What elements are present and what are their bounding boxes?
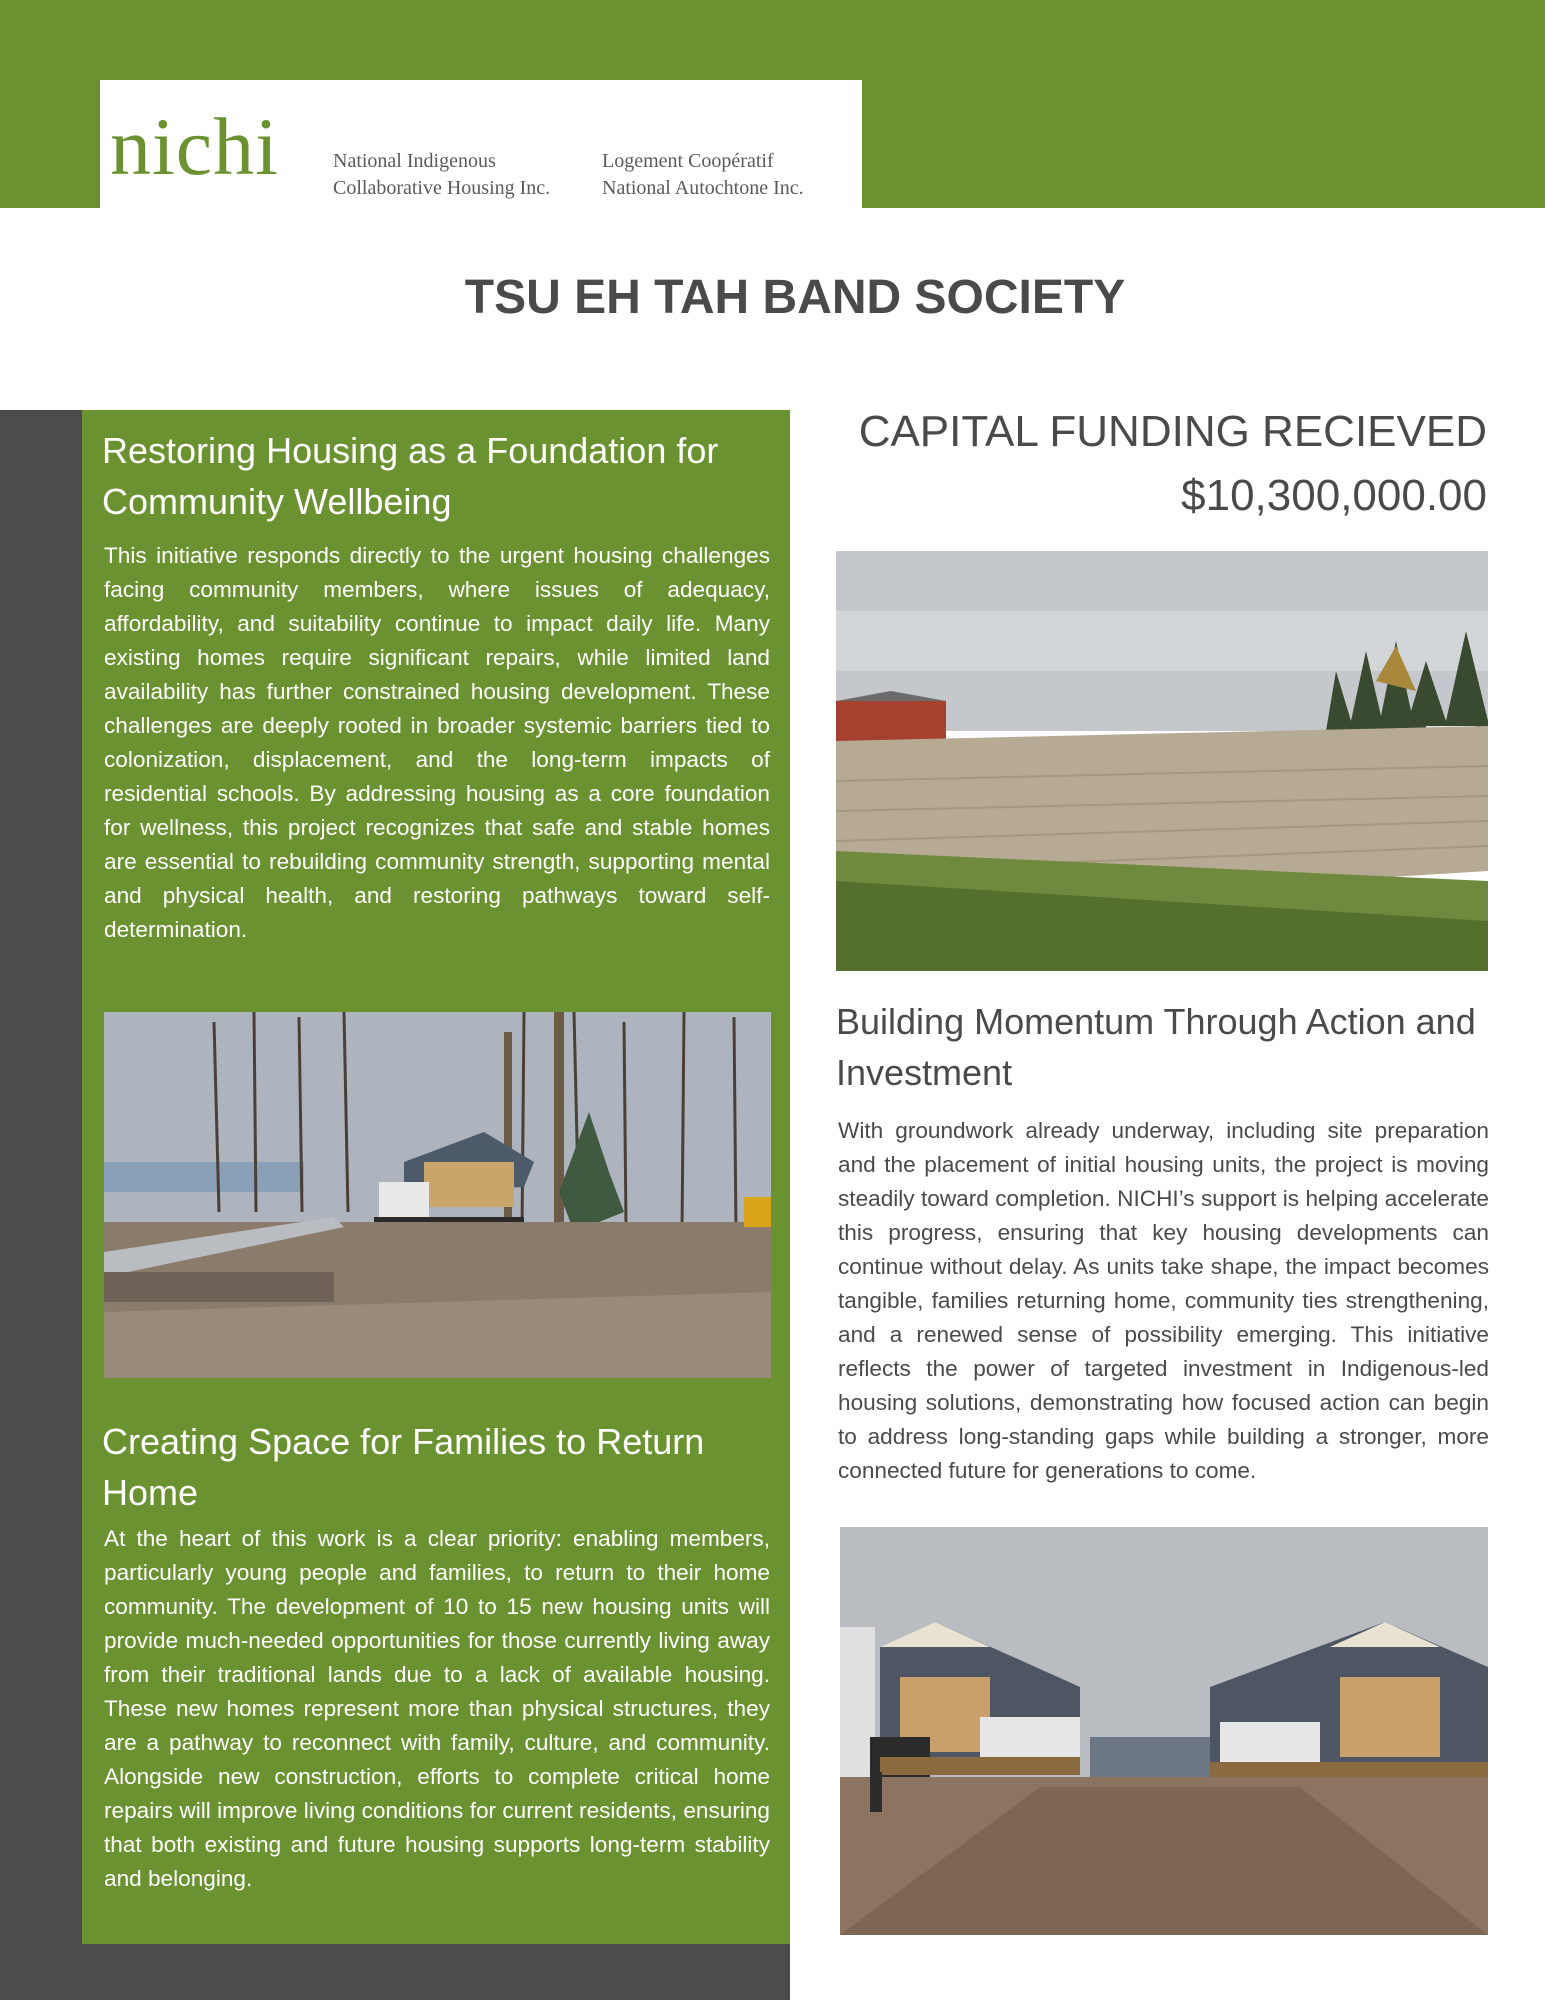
org-name-fr-line1: Logement Coopératif xyxy=(602,150,774,172)
org-name-en-line2: Collaborative Housing Inc. xyxy=(333,177,551,199)
photo-cleared-site xyxy=(836,551,1488,971)
org-name-fr-line2: National Autochtone Inc. xyxy=(602,177,804,199)
section3-body: With groundwork already underway, including site preparation and the placement of initial housing units, the project is moving steadily toward completion. NICHI’s support is helping accelerate this progress, ensuring that key housing developments can continue without delay. As units take shape, the impact becomes tangible, families returning home, community ties strengthening, and a renewed sense of possibility emerging. This initiative reflects the power of targeted investment in Indigenous-led housing solutions, demonstrating how focused action can begin to address long-standing gaps while building a stronger, more connected future for generations to come. xyxy=(838,1118,1489,1483)
page-title: TSU EH TAH BAND SOCIETY xyxy=(464,271,1126,324)
funding-amount: $10,300,000.00 xyxy=(1181,471,1487,520)
nichi-logo: nichi xyxy=(110,101,279,192)
section2-body: At the heart of this work is a clear priority: enabling members, particularly young people and families, to return to their home community. The development of 10 to 15 new housing units will provide much-needed opportunities for those currently living away from their traditional lands due to a lack of available housing. These new homes represent more than physical structures, they are a pathway to reconnect with family, culture, and community. Alongside new construction, efforts to complete critical home repairs will improve living conditions for current residents, ensuring that both existing and future housing supports long-term stability and belonging. xyxy=(104,1526,770,1891)
logo-box xyxy=(100,80,862,208)
section1-heading: Restoring Housing as a Foundation for Community Wellbeing xyxy=(102,430,719,522)
org-name-en-line1: National Indigenous xyxy=(333,150,496,172)
funding-label: CAPITAL FUNDING RECIEVED xyxy=(858,407,1487,456)
section1-body: This initiative responds directly to the urgent housing challenges facing community members, where issues of adequacy, affordability, and suitability continue to impact daily life. Many existing homes require significant repairs, while limited land availability has further constrained housing development. These challenges are deeply rooted in broader systemic barriers tied to colonization, displacement, and the long-term impacts of residential schools. By addressing housing as a core foundation for wellness, this project recognizes that safe and stable homes are essential to rebuilding community strength, supporting mental and physical health, and restoring pathways toward self-determination. xyxy=(104,543,770,942)
photo-modular-homes xyxy=(840,1527,1488,1935)
photo-house-move xyxy=(104,1012,771,1378)
section2-heading: Creating Space for Families to Return Home xyxy=(102,1421,705,1513)
section3-heading: Building Momentum Through Action and Investment xyxy=(836,1001,1476,1093)
